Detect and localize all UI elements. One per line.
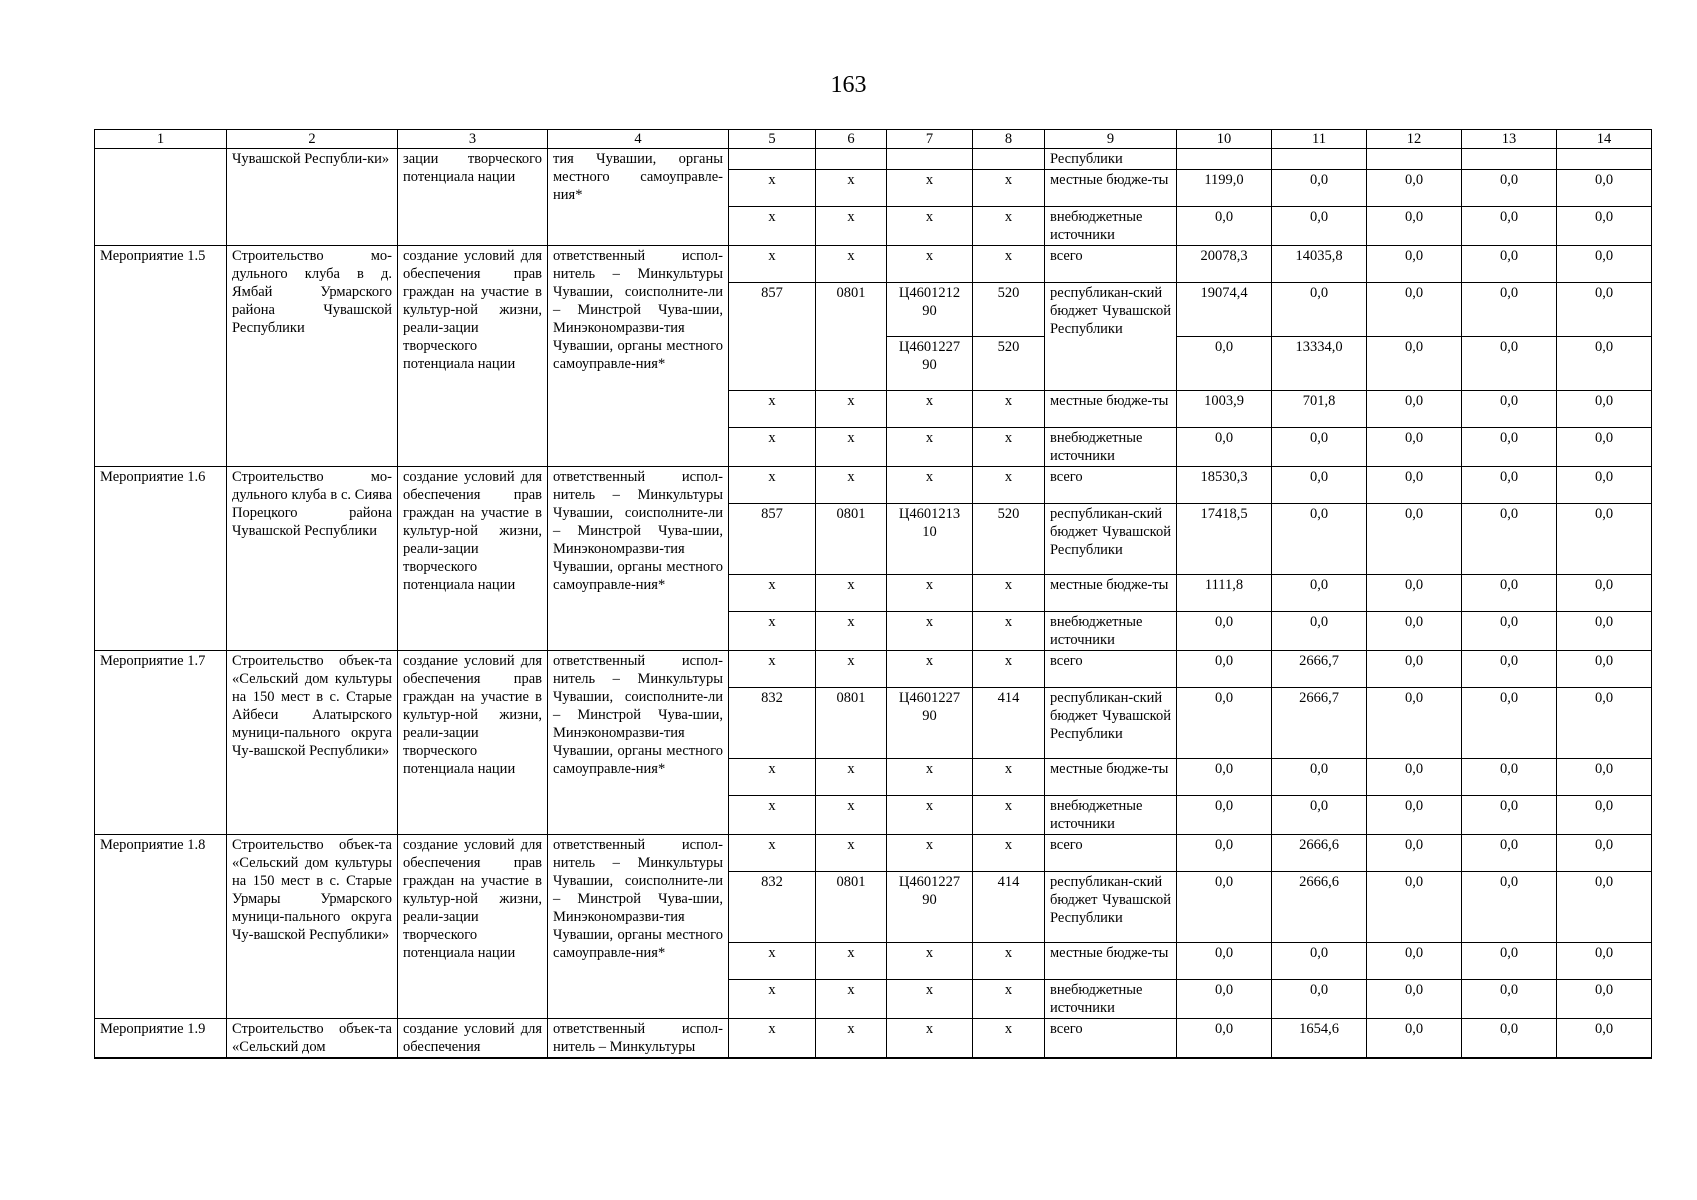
x-mark: х — [729, 835, 816, 872]
value-cell: 701,8 — [1272, 391, 1367, 428]
value-cell — [1272, 149, 1367, 170]
column-number-header: 4 — [548, 130, 729, 149]
column-number-header: 6 — [816, 130, 887, 149]
table-row — [95, 835, 1652, 872]
value-cell: 0,0 — [1462, 246, 1557, 283]
x-mark: х — [887, 207, 973, 246]
x-mark: х — [973, 391, 1045, 428]
x-mark: х — [816, 170, 887, 207]
x-mark: х — [973, 980, 1045, 1019]
code-cell: Ц4601227 90 — [887, 337, 973, 391]
x-mark: х — [887, 467, 973, 504]
column-number-header: 13 — [1462, 130, 1557, 149]
x-mark: х — [973, 467, 1045, 504]
x-mark: х — [729, 207, 816, 246]
value-cell: 0,0 — [1557, 337, 1652, 391]
source-label: внебюджетные источники — [1045, 796, 1177, 835]
value-cell: 0,0 — [1367, 612, 1462, 651]
x-mark: х — [729, 391, 816, 428]
value-cell: 1111,8 — [1177, 575, 1272, 612]
x-mark: х — [887, 980, 973, 1019]
event-goal-cell: создание условий для обеспечения прав граждан на участие в культур-ной жизни, реали-зации творческого потенциала нации — [398, 835, 548, 1019]
column-number-header: 9 — [1045, 130, 1177, 149]
table-row — [95, 149, 1652, 170]
x-mark: х — [816, 391, 887, 428]
event-goal-cell: зации творческого потенциала нации — [398, 149, 548, 246]
value-cell: 2666,7 — [1272, 651, 1367, 688]
event-executor-cell: ответственный испол-нитель – Минкультуры Чувашии, соисполните-ли – Минстрой Чува-шии, Минэкономразви-тия Чувашии, органы местного самоуправле-ния* — [548, 651, 729, 835]
value-cell — [1557, 149, 1652, 170]
code-cell: 414 — [973, 872, 1045, 943]
event-name-cell: Мероприятие 1.8 — [95, 835, 227, 1019]
x-mark: х — [729, 651, 816, 688]
value-cell: 0,0 — [1177, 207, 1272, 246]
value-cell: 1003,9 — [1177, 391, 1272, 428]
value-cell: 0,0 — [1462, 835, 1557, 872]
page-number: 163 — [830, 72, 867, 98]
value-cell: 0,0 — [1557, 980, 1652, 1019]
event-name-cell: Мероприятие 1.5 — [95, 246, 227, 467]
x-mark: х — [973, 1019, 1045, 1059]
code-cell: 0801 — [816, 283, 887, 391]
value-cell: 0,0 — [1367, 872, 1462, 943]
source-label: всего — [1045, 651, 1177, 688]
value-cell: 0,0 — [1367, 246, 1462, 283]
value-cell: 0,0 — [1462, 428, 1557, 467]
value-cell: 0,0 — [1177, 872, 1272, 943]
x-mark: х — [729, 246, 816, 283]
value-cell: 0,0 — [1557, 759, 1652, 796]
x-mark: х — [816, 1019, 887, 1059]
source-label: внебюджетные источники — [1045, 207, 1177, 246]
value-cell: 0,0 — [1177, 688, 1272, 759]
value-cell: 0,0 — [1462, 467, 1557, 504]
x-mark: х — [729, 943, 816, 980]
code-cell: 520 — [973, 283, 1045, 337]
value-cell: 0,0 — [1557, 612, 1652, 651]
value-cell: 0,0 — [1462, 283, 1557, 337]
value-cell: 1654,6 — [1272, 1019, 1367, 1059]
value-cell: 0,0 — [1367, 575, 1462, 612]
value-cell: 0,0 — [1367, 688, 1462, 759]
value-cell: 1199,0 — [1177, 170, 1272, 207]
code-cell: 0801 — [816, 688, 887, 759]
x-mark: х — [973, 612, 1045, 651]
value-cell: 0,0 — [1272, 943, 1367, 980]
x-mark: х — [816, 759, 887, 796]
code-cell: Ц4601212 90 — [887, 283, 973, 337]
value-cell: 0,0 — [1462, 651, 1557, 688]
event-executor-cell: ответственный испол-нитель – Минкультуры Чувашии, соисполните-ли – Минстрой Чува-шии, Минэкономразви-тия Чувашии, органы местного самоуправле-ния* — [548, 467, 729, 651]
value-cell: 0,0 — [1462, 872, 1557, 943]
event-title-cell: Строительство объек-та «Сельский дом культуры на 150 мест в с. Старые Айбеси Алатырского муници-пального округа Чу-вашской Республики» — [227, 651, 398, 835]
event-executor-cell: ответственный испол-нитель – Минкультуры Чувашии, соисполните-ли – Минстрой Чува-шии, Минэкономразви-тия Чувашии, органы местного самоуправле-ния* — [548, 246, 729, 467]
event-title-cell: Чувашской Республи-ки» — [227, 149, 398, 246]
value-cell: 0,0 — [1462, 796, 1557, 835]
x-mark: х — [816, 575, 887, 612]
value-cell: 0,0 — [1272, 467, 1367, 504]
x-mark: х — [887, 391, 973, 428]
value-cell: 18530,3 — [1177, 467, 1272, 504]
source-label: республикан-ский бюджет Чувашской Республики — [1045, 688, 1177, 759]
value-cell: 0,0 — [1177, 943, 1272, 980]
value-cell: 0,0 — [1557, 170, 1652, 207]
value-cell: 0,0 — [1177, 612, 1272, 651]
table-row — [95, 467, 1652, 504]
value-cell — [1462, 149, 1557, 170]
value-cell: 0,0 — [1462, 575, 1557, 612]
event-goal-cell: создание условий для обеспечения прав граждан на участие в культур-ной жизни, реали-зации творческого потенциала нации — [398, 467, 548, 651]
value-cell: 0,0 — [1272, 428, 1367, 467]
x-mark: х — [887, 651, 973, 688]
event-title-cell: Строительство объек-та «Сельский дом — [227, 1019, 398, 1059]
value-cell: 0,0 — [1272, 504, 1367, 575]
value-cell: 13334,0 — [1272, 337, 1367, 391]
x-mark: х — [729, 428, 816, 467]
x-mark: х — [973, 796, 1045, 835]
value-cell: 0,0 — [1557, 246, 1652, 283]
value-cell: 20078,3 — [1177, 246, 1272, 283]
value-cell: 0,0 — [1557, 1019, 1652, 1059]
value-cell: 0,0 — [1462, 391, 1557, 428]
code-cell: Ц4601227 90 — [887, 688, 973, 759]
column-number-header: 10 — [1177, 130, 1272, 149]
value-cell: 2666,7 — [1272, 688, 1367, 759]
value-cell: 0,0 — [1367, 428, 1462, 467]
x-mark: х — [973, 575, 1045, 612]
event-executor-cell: ответственный испол-нитель – Минкультуры Чувашии, соисполните-ли – Минстрой Чува-шии, Минэкономразви-тия Чувашии, органы местного самоуправле-ния* — [548, 835, 729, 1019]
x-mark: х — [887, 428, 973, 467]
source-label: всего — [1045, 467, 1177, 504]
value-cell: 0,0 — [1367, 504, 1462, 575]
value-cell: 0,0 — [1367, 980, 1462, 1019]
code-cell: 0801 — [816, 872, 887, 943]
value-cell: 0,0 — [1367, 835, 1462, 872]
x-mark: х — [816, 428, 887, 467]
x-mark: х — [816, 207, 887, 246]
x-mark: х — [973, 428, 1045, 467]
value-cell: 0,0 — [1272, 980, 1367, 1019]
source-label: всего — [1045, 1019, 1177, 1059]
column-number-header: 5 — [729, 130, 816, 149]
value-cell: 0,0 — [1557, 391, 1652, 428]
table-row — [95, 246, 1652, 283]
value-cell: 0,0 — [1367, 1019, 1462, 1059]
column-number-header: 11 — [1272, 130, 1367, 149]
value-cell: 2666,6 — [1272, 872, 1367, 943]
source-label: внебюджетные источники — [1045, 980, 1177, 1019]
event-goal-cell: создание условий для обеспечения прав граждан на участие в культур-ной жизни, реали-зации творческого потенциала нации — [398, 651, 548, 835]
x-mark: х — [729, 759, 816, 796]
value-cell: 0,0 — [1557, 504, 1652, 575]
column-number-header: 8 — [973, 130, 1045, 149]
value-cell: 14035,8 — [1272, 246, 1367, 283]
x-mark: х — [729, 575, 816, 612]
value-cell: 0,0 — [1367, 651, 1462, 688]
x-mark: х — [816, 980, 887, 1019]
code-cell — [973, 149, 1045, 170]
event-executor-cell: ответственный испол-нитель – Минкультуры — [548, 1019, 729, 1059]
value-cell: 0,0 — [1557, 796, 1652, 835]
value-cell: 0,0 — [1367, 207, 1462, 246]
budget-table — [94, 129, 1652, 1059]
value-cell: 0,0 — [1367, 796, 1462, 835]
value-cell: 0,0 — [1557, 943, 1652, 980]
x-mark: х — [729, 796, 816, 835]
source-label: внебюджетные источники — [1045, 428, 1177, 467]
code-cell: 857 — [729, 283, 816, 391]
x-mark: х — [973, 170, 1045, 207]
event-name-cell: Мероприятие 1.6 — [95, 467, 227, 651]
x-mark: х — [816, 943, 887, 980]
source-label: республикан-ский бюджет Чувашской Республики — [1045, 872, 1177, 943]
table-row — [95, 651, 1652, 688]
value-cell: 0,0 — [1177, 428, 1272, 467]
value-cell — [1367, 149, 1462, 170]
value-cell: 0,0 — [1272, 207, 1367, 246]
x-mark: х — [973, 246, 1045, 283]
event-title-cell: Строительство объек-та «Сельский дом культуры на 150 мест в с. Старые Урмары Урмарского муници-пального округа Чу-вашской Республики» — [227, 835, 398, 1019]
source-label: местные бюдже-ты — [1045, 759, 1177, 796]
value-cell: 0,0 — [1177, 337, 1272, 391]
event-title-cell: Строительство мо-дульного клуба в д. Ямбай Урмарского района Чувашской Республики — [227, 246, 398, 467]
x-mark: х — [973, 943, 1045, 980]
value-cell: 0,0 — [1177, 835, 1272, 872]
x-mark: х — [887, 246, 973, 283]
table-body — [95, 130, 1652, 1059]
value-cell: 0,0 — [1367, 943, 1462, 980]
value-cell: 0,0 — [1557, 688, 1652, 759]
value-cell: 0,0 — [1462, 759, 1557, 796]
column-number-header: 14 — [1557, 130, 1652, 149]
x-mark: х — [887, 835, 973, 872]
x-mark: х — [729, 980, 816, 1019]
event-name-cell: Мероприятие 1.7 — [95, 651, 227, 835]
x-mark: х — [887, 612, 973, 651]
code-cell: 832 — [729, 872, 816, 943]
x-mark: х — [887, 943, 973, 980]
value-cell: 0,0 — [1177, 980, 1272, 1019]
x-mark: х — [816, 246, 887, 283]
x-mark: х — [816, 612, 887, 651]
value-cell: 0,0 — [1462, 688, 1557, 759]
value-cell: 0,0 — [1462, 612, 1557, 651]
event-goal-cell: создание условий для обеспечения — [398, 1019, 548, 1059]
x-mark: х — [729, 1019, 816, 1059]
source-label: местные бюдже-ты — [1045, 575, 1177, 612]
x-mark: х — [887, 1019, 973, 1059]
x-mark: х — [816, 796, 887, 835]
value-cell: 0,0 — [1557, 428, 1652, 467]
x-mark: х — [887, 170, 973, 207]
event-goal-cell: создание условий для обеспечения прав граждан на участие в культур-ной жизни, реали-зации творческого потенциала нации — [398, 246, 548, 467]
source-label: всего — [1045, 835, 1177, 872]
code-cell: 857 — [729, 504, 816, 575]
x-mark: х — [887, 796, 973, 835]
value-cell: 0,0 — [1272, 612, 1367, 651]
value-cell: 0,0 — [1367, 283, 1462, 337]
event-executor-cell: тия Чувашии, органы местного самоуправле-ния* — [548, 149, 729, 246]
x-mark: х — [729, 612, 816, 651]
code-cell: 832 — [729, 688, 816, 759]
value-cell: 0,0 — [1557, 651, 1652, 688]
value-cell: 0,0 — [1557, 872, 1652, 943]
value-cell — [1177, 149, 1272, 170]
x-mark: х — [816, 467, 887, 504]
value-cell: 19074,4 — [1177, 283, 1272, 337]
value-cell: 0,0 — [1462, 504, 1557, 575]
x-mark: х — [973, 207, 1045, 246]
x-mark: х — [973, 651, 1045, 688]
code-cell — [816, 149, 887, 170]
value-cell: 0,0 — [1272, 283, 1367, 337]
source-label: республикан-ский бюджет Чувашской Республики — [1045, 504, 1177, 575]
x-mark: х — [729, 467, 816, 504]
code-cell: 0801 — [816, 504, 887, 575]
value-cell: 0,0 — [1557, 467, 1652, 504]
x-mark: х — [973, 835, 1045, 872]
value-cell: 0,0 — [1557, 207, 1652, 246]
code-cell: Ц4601213 10 — [887, 504, 973, 575]
column-number-header: 3 — [398, 130, 548, 149]
value-cell: 0,0 — [1367, 170, 1462, 207]
x-mark: х — [729, 170, 816, 207]
value-cell: 0,0 — [1462, 943, 1557, 980]
column-number-header: 7 — [887, 130, 973, 149]
code-cell: 520 — [973, 337, 1045, 391]
event-title-cell: Строительство мо-дульного клуба в с. Сиява Порецкого района Чувашской Республики — [227, 467, 398, 651]
source-label: местные бюдже-ты — [1045, 170, 1177, 207]
x-mark: х — [887, 575, 973, 612]
value-cell: 0,0 — [1462, 980, 1557, 1019]
value-cell: 0,0 — [1272, 796, 1367, 835]
event-name-cell: Мероприятие 1.9 — [95, 1019, 227, 1059]
value-cell: 0,0 — [1462, 1019, 1557, 1059]
value-cell: 0,0 — [1462, 337, 1557, 391]
value-cell: 0,0 — [1177, 1019, 1272, 1059]
x-mark: х — [973, 759, 1045, 796]
value-cell: 0,0 — [1272, 759, 1367, 796]
value-cell: 0,0 — [1462, 170, 1557, 207]
code-cell: 520 — [973, 504, 1045, 575]
column-number-header: 1 — [95, 130, 227, 149]
value-cell: 0,0 — [1557, 835, 1652, 872]
value-cell: 0,0 — [1177, 796, 1272, 835]
x-mark: х — [816, 651, 887, 688]
table-row — [95, 1019, 1652, 1059]
code-cell — [729, 149, 816, 170]
value-cell: 0,0 — [1177, 651, 1272, 688]
value-cell: 0,0 — [1557, 575, 1652, 612]
value-cell: 0,0 — [1367, 391, 1462, 428]
value-cell: 2666,6 — [1272, 835, 1367, 872]
value-cell: 17418,5 — [1177, 504, 1272, 575]
column-number-header: 2 — [227, 130, 398, 149]
code-cell — [887, 149, 973, 170]
column-number-header: 12 — [1367, 130, 1462, 149]
source-label: внебюджетные источники — [1045, 612, 1177, 651]
x-mark: х — [887, 759, 973, 796]
value-cell: 0,0 — [1272, 575, 1367, 612]
source-label: всего — [1045, 246, 1177, 283]
code-cell: 414 — [973, 688, 1045, 759]
value-cell: 0,0 — [1367, 759, 1462, 796]
value-cell: 0,0 — [1177, 759, 1272, 796]
source-label: местные бюдже-ты — [1045, 943, 1177, 980]
source-label: местные бюдже-ты — [1045, 391, 1177, 428]
source-label: Республики — [1045, 149, 1177, 170]
source-label: республикан-ский бюджет Чувашской Республики — [1045, 283, 1177, 391]
event-name-cell — [95, 149, 227, 246]
value-cell: 0,0 — [1367, 337, 1462, 391]
table-row — [95, 130, 1652, 149]
value-cell: 0,0 — [1367, 467, 1462, 504]
x-mark: х — [816, 835, 887, 872]
value-cell: 0,0 — [1557, 283, 1652, 337]
value-cell: 0,0 — [1462, 207, 1557, 246]
value-cell: 0,0 — [1272, 170, 1367, 207]
code-cell: Ц4601227 90 — [887, 872, 973, 943]
